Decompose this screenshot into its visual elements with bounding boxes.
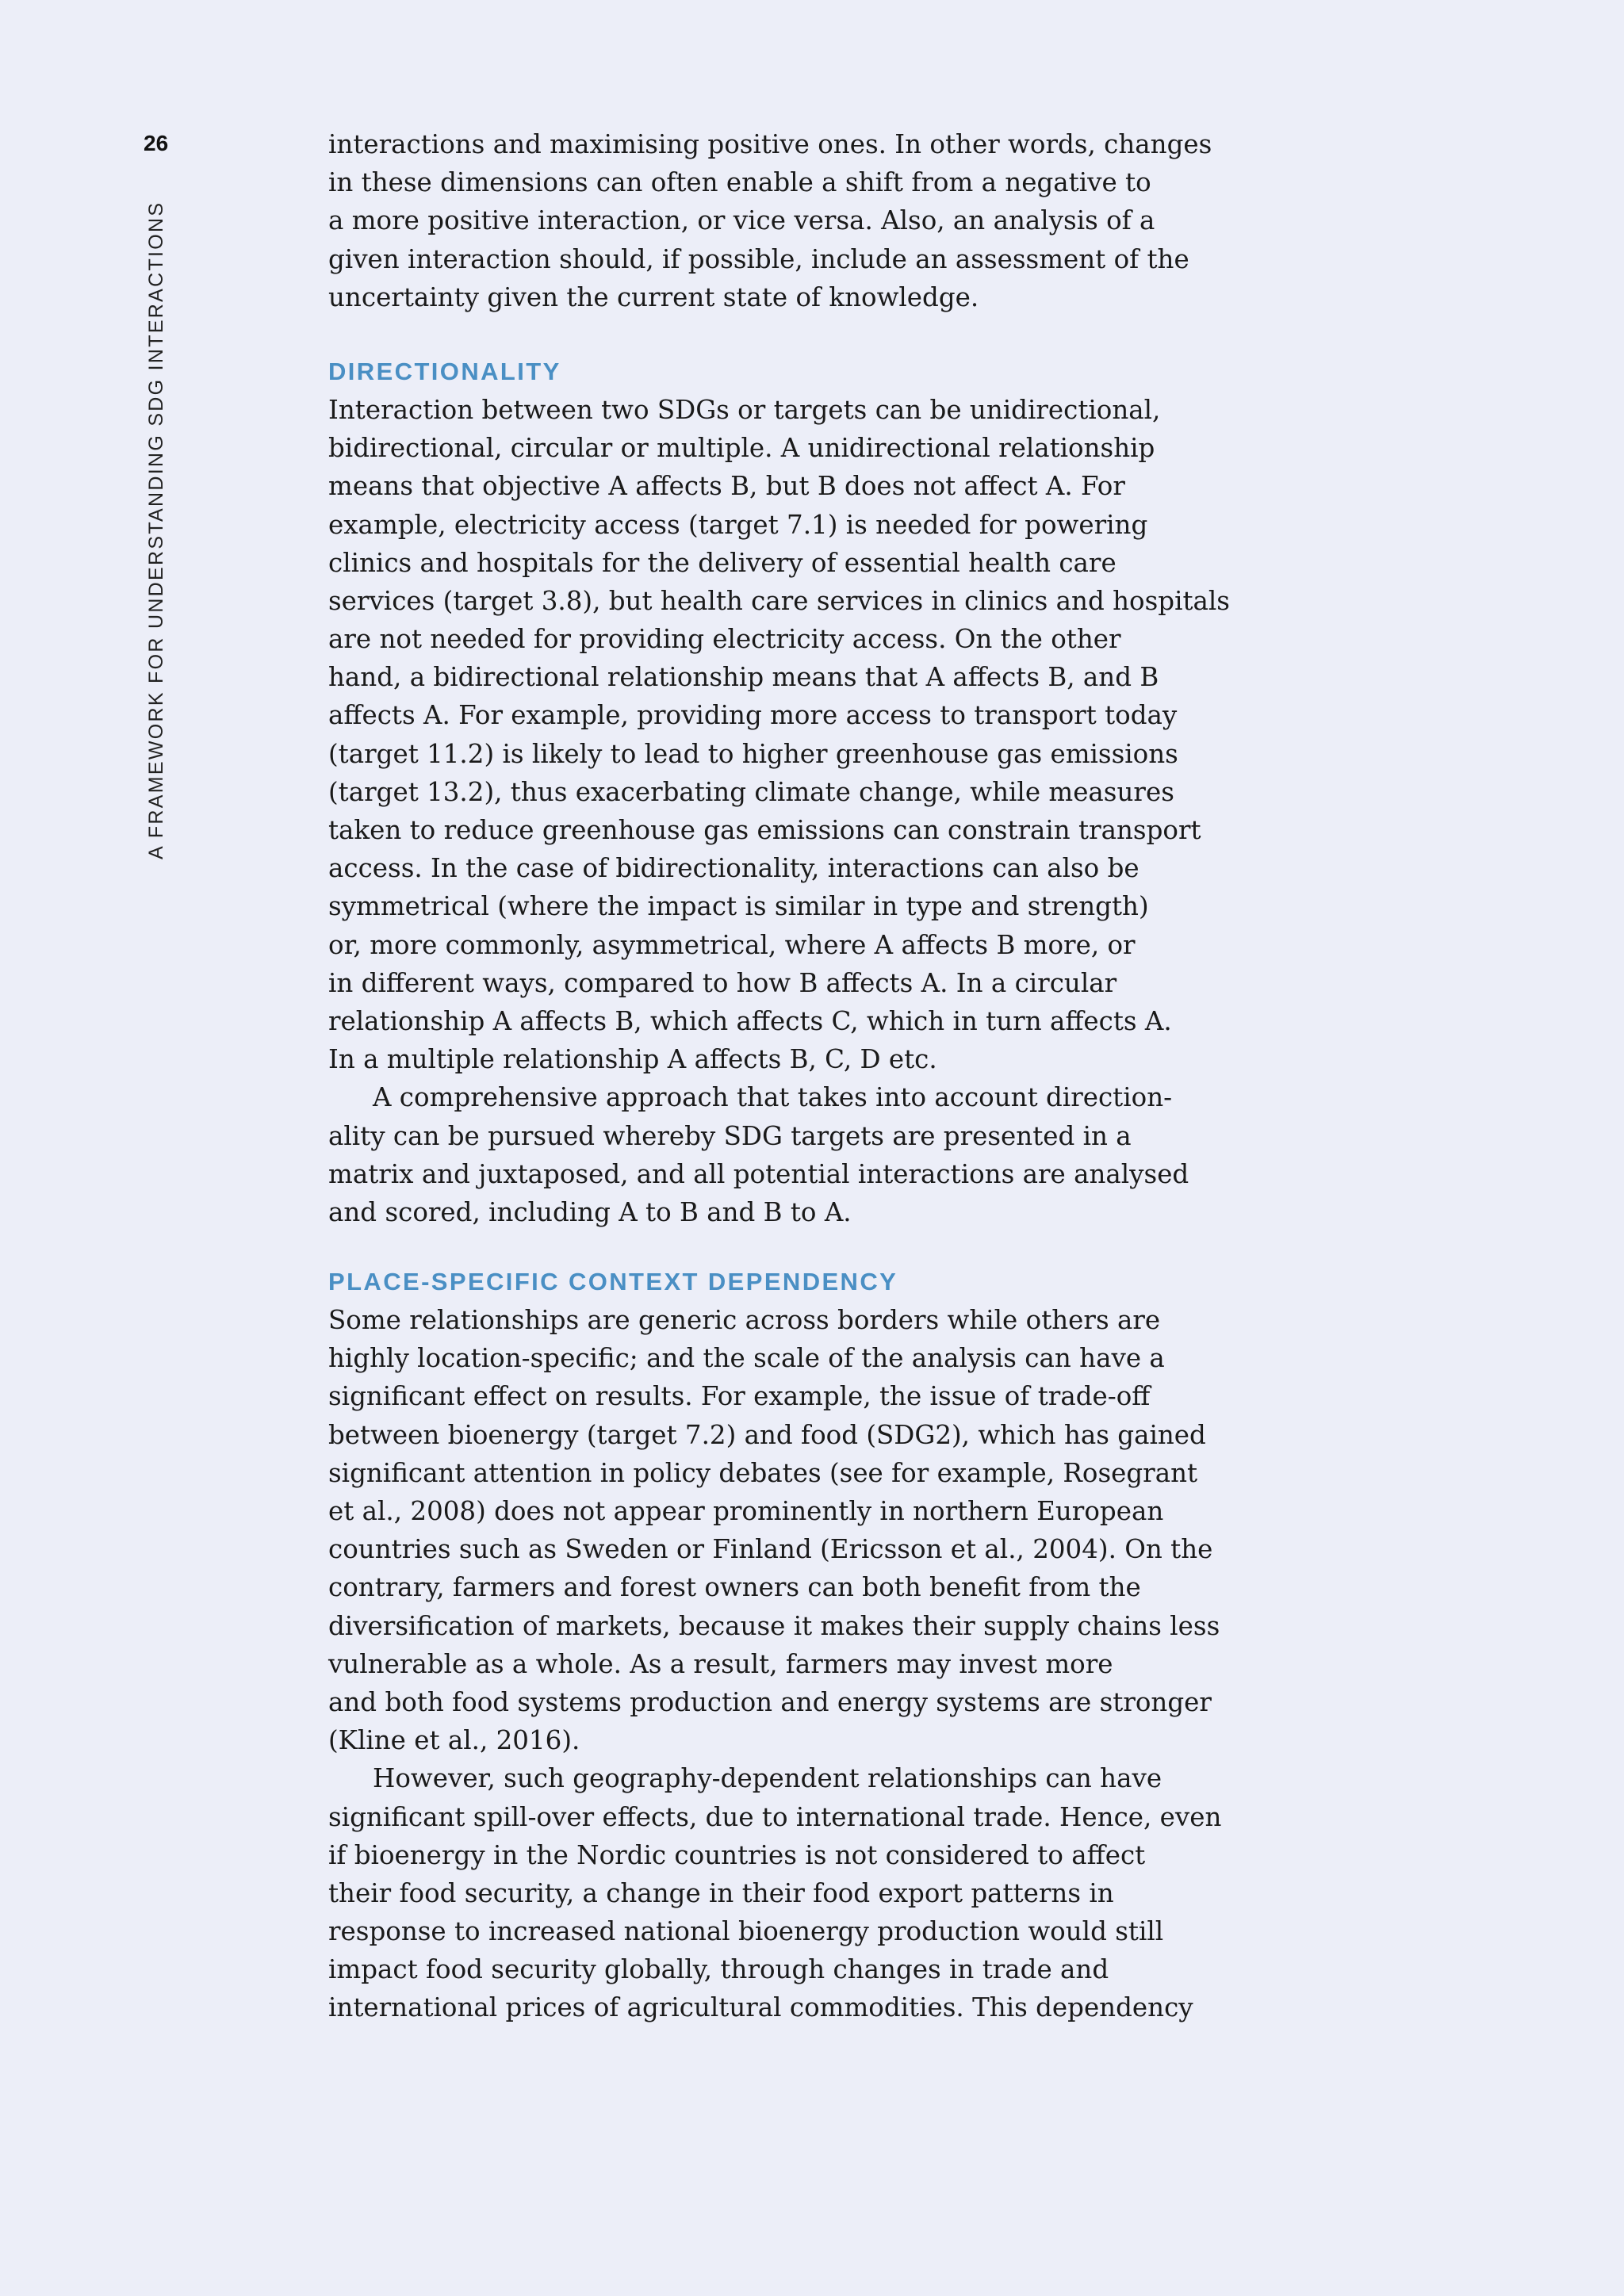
paragraph <box>328 1301 1220 1759</box>
text-line: Some relationships are generic across borders while others are <box>328 1305 1161 1336</box>
text-line: services (target 3.8), but health care services in clinics and hospitals <box>328 585 1230 616</box>
text-line: their food security, a change in their food export patterns in <box>328 1877 1114 1908</box>
text-line: highly location-specific; and the scale of the analysis can have a <box>328 1343 1165 1374</box>
text-line: Interaction between two SDGs or targets can be unidirectional, <box>328 394 1161 425</box>
text-line: symmetrical (where the impact is similar in type and strength) <box>328 891 1149 922</box>
section-heading: PLACE-SPECIFIC CONTEXT DEPENDENCY <box>328 1268 898 1296</box>
text-line: hand, a bidirectional relationship means that A affects B, and B <box>328 662 1159 693</box>
text-line: In a multiple relationship A affects B, C, D etc. <box>328 1044 937 1075</box>
body-text <box>328 125 1230 2027</box>
text-line: uncertainty given the current state of knowledge. <box>328 281 979 312</box>
page-number: 26 <box>144 131 169 155</box>
paragraph <box>328 1759 1222 2026</box>
paragraph <box>328 391 1230 1078</box>
text-line: means that objective A affects B, but B does not affect A. For <box>328 471 1125 502</box>
text-line: ality can be pursued whereby SDG targets are presented in a <box>328 1120 1132 1151</box>
text-line: matrix and juxtaposed, and all potential interactions are analysed <box>328 1158 1189 1189</box>
section-heading: DIRECTIONALITY <box>328 357 561 385</box>
text-line: affects A. For example, providing more access to transport today <box>328 700 1178 731</box>
text-line: given interaction should, if possible, include an assessment of the <box>328 243 1189 274</box>
text-line: However, such geography-dependent relationships can have <box>373 1763 1162 1794</box>
text-line: response to increased national bioenergy production would still <box>328 1916 1164 1947</box>
text-line: et al., 2008) does not appear prominently in northern European <box>328 1496 1164 1526</box>
text-line: in these dimensions can often enable a shift from a negative to <box>328 167 1151 198</box>
text-line: are not needed for providing electricity access. On the other <box>328 624 1121 655</box>
text-line: (target 13.2), thus exacerbating climate change, while measures <box>328 776 1174 807</box>
text-line: vulnerable as a whole. As a result, farmers may invest more <box>328 1648 1113 1679</box>
text-line: bidirectional, circular or multiple. A unidirectional relationship <box>328 433 1155 464</box>
text-line: and both food systems production and energy systems are stronger <box>328 1686 1212 1717</box>
text-line: interactions and maximising positive ones. In other words, changes <box>328 129 1212 159</box>
text-line: significant effect on results. For example, the issue of trade-off <box>328 1381 1151 1412</box>
text-line: international prices of agricultural commodities. This dependency <box>328 1992 1193 2023</box>
text-line: countries such as Sweden or Finland (Ericsson et al., 2004). On the <box>328 1534 1213 1565</box>
text-line: relationship A affects B, which affects C, which in turn affects A. <box>328 1005 1172 1036</box>
text-line: access. In the case of bidirectionality, interactions can also be <box>328 853 1139 884</box>
text-line: in different ways, compared to how B affects A. In a circular <box>328 967 1117 998</box>
intro-paragraph <box>328 125 1212 316</box>
paragraph <box>328 1078 1189 1231</box>
section-directionality <box>328 353 1230 1231</box>
text-line: and scored, including A to B and B to A. <box>328 1196 852 1227</box>
text-line: clinics and hospitals for the delivery of essential health care <box>328 547 1116 578</box>
text-line: contrary, farmers and forest owners can both benefit from the <box>328 1572 1141 1603</box>
section-place-specific <box>328 1263 1222 2027</box>
text-line: diversification of markets, because it makes their supply chains less <box>328 1610 1220 1641</box>
text-line: example, electricity access (target 7.1) is needed for powering <box>328 509 1148 540</box>
text-line: or, more commonly, asymmetrical, where A affects B more, or <box>328 929 1136 960</box>
text-line: significant spill-over effects, due to international trade. Hence, even <box>328 1801 1222 1832</box>
text-line: (Kline et al., 2016). <box>328 1725 580 1756</box>
text-line: significant attention in policy debates (see for example, Rosegrant <box>328 1457 1198 1488</box>
text-line: taken to reduce greenhouse gas emissions can constrain transport <box>328 815 1201 845</box>
text-line: a more positive interaction, or vice versa. Also, an analysis of a <box>328 205 1155 236</box>
text-line: (target 11.2) is likely to lead to higher greenhouse gas emissions <box>328 738 1178 769</box>
text-line: if bioenergy in the Nordic countries is not considered to affect <box>328 1839 1146 1870</box>
running-title: A FRAMEWORK FOR UNDERSTANDING SDG INTERACTIONS <box>145 201 167 859</box>
text-line: impact food security globally, through changes in trade and <box>328 1954 1109 1985</box>
text-line: A comprehensive approach that takes into account direction- <box>373 1082 1173 1113</box>
text-line: between bioenergy (target 7.2) and food (SDG2), which has gained <box>328 1419 1206 1450</box>
